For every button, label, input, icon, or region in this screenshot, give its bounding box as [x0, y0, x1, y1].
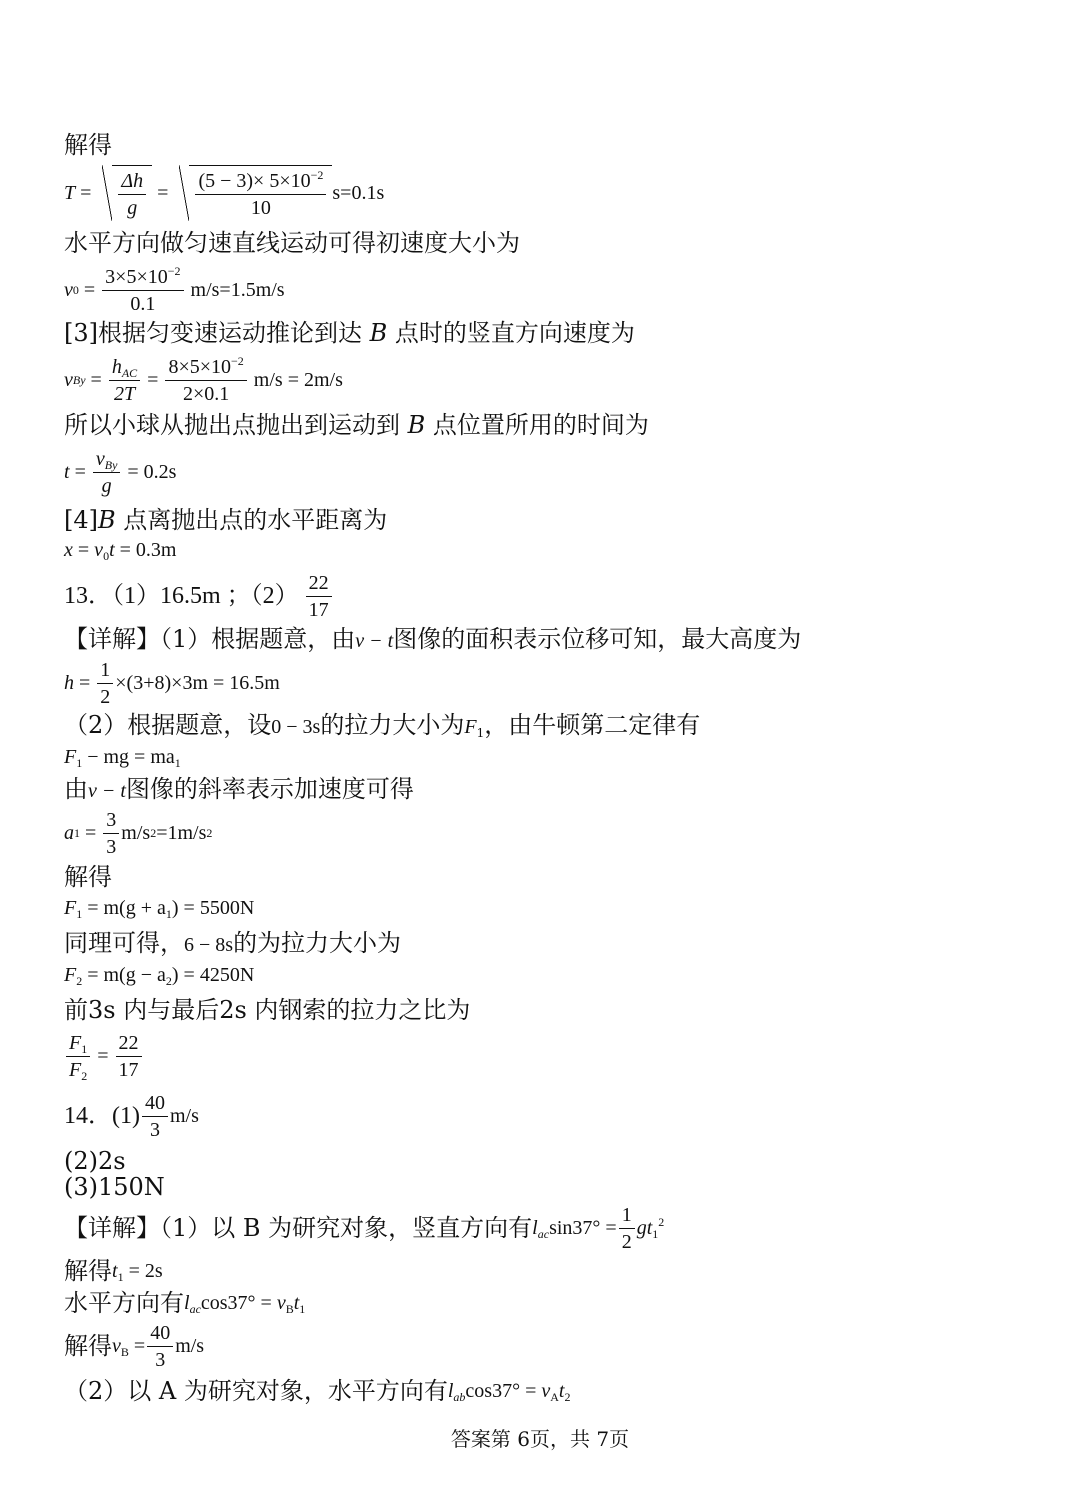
question-14-answer-1: 14．(1) $\frac{40}{3}$ m/s: [64, 1091, 199, 1141]
text-step4: [4]B 点离抛出点的水平距离为: [64, 506, 388, 534]
formula-h: h = $\frac{1}{2}$ ×(3+8)×3m = 16.5m: [64, 658, 280, 708]
q14-horizontal: 水平方向有 $l_{ac}\cos 37^\circ = v_Bt_1$: [64, 1289, 306, 1317]
formula-t: t = $\frac{v_{By}}{g}$ = 0.2s: [64, 447, 177, 497]
text-step3: [3]根据匀变速运动推论到达 B 点时的竖直方向速度为: [64, 319, 635, 347]
page-footer: 答案第 6页，共 7页: [450, 1427, 630, 1451]
formula-F2-result: $F_2 = m(g - a_2) = 4250N$: [64, 964, 255, 988]
formula-x: $x = v_0t = 0.3m$: [64, 539, 177, 563]
q14-solve-vB: 解得 $v_B$ = $\frac{40}{3}$ m/s: [64, 1321, 205, 1371]
question-14-answer-2: (2)2s: [64, 1147, 126, 1175]
q14-solve-t1: 解得 $t_1 = 2s$: [64, 1257, 163, 1285]
q13-detail-1: 【详解】（1）根据题意，由v − t图像的面积表示位移可知，最大高度为: [64, 625, 802, 653]
q13-part2: （2）根据题意，设0 − 3s的拉力大小为$F_1$，由牛顿第二定律有: [64, 711, 701, 740]
formula-F1-result: $F_1 = m(g + a_1) = 5500N$: [64, 897, 255, 921]
formula-v0: v 0 = $\frac{3\times 5\times 10^{-2}}{0.1}$ m/s=1.5m/s: [64, 263, 285, 315]
q14-detail-1: 【详解】（1）以 B 为研究对象，竖直方向有 $l_{ac}\sin 37^\circ$ = $\frac{1}{2}$ $gt_1^2$: [64, 1203, 665, 1253]
text-horizontal-uniform: 水平方向做匀速直线运动可得初速度大小为: [64, 229, 520, 257]
text-time-to-B: 所以小球从抛出点抛出到运动到 B 点位置所用的时间为: [64, 411, 649, 439]
sqrt-numeric: $\frac{(5 - 3)\times 5\times 10^{-2}}{10}$: [173, 165, 332, 221]
formula-a1: a 1 = $\frac{3}{3}$ m/s 2 =1m/s 2: [64, 808, 213, 858]
question-13-answer: 13．（1）16.5m ；（2） $\frac{22}{17}$: [64, 568, 334, 624]
symbol-T: T: [64, 182, 76, 204]
q14-part2: （2）以 A 为研究对象，水平方向有 $l_{ab}\cos 37^\circ = v_At_2$: [64, 1377, 571, 1405]
q13-same: 同理可得，6 − 8s的为拉力大小为: [64, 929, 402, 957]
question-14-answer-3: (3)150N: [64, 1173, 165, 1201]
text-jiede-1: 解得: [64, 131, 112, 159]
formula-newton-F1: $F_1$ − mg = $ma_1$: [64, 746, 181, 770]
formula-period: T = $\frac{\Delta h}{g}$ = $\frac{(5 - 3)\times 5\times 10^{-2}}{10}$ s=0.1s: [64, 160, 384, 226]
q13-slope: 由v − t图像的斜率表示加速度可得: [64, 775, 414, 803]
q13-ratio-text: 前3s 内与最后2s 内钢索的拉力之比为: [64, 996, 471, 1024]
formula-ratio: $\frac{F_1}{F_2}$ = $\frac{22}{17}$: [64, 1028, 144, 1084]
formula-vBy: v By = $\frac{h_{AC}}{2T}$ = $\frac{8\times 5\times 10^{-2}}{2\times 0.1}$ m/s = 2m/s: [64, 353, 343, 405]
text-jiede-2: 解得: [64, 863, 112, 891]
sqrt-dh-over-g: $\frac{\Delta h}{g}$: [96, 165, 152, 221]
